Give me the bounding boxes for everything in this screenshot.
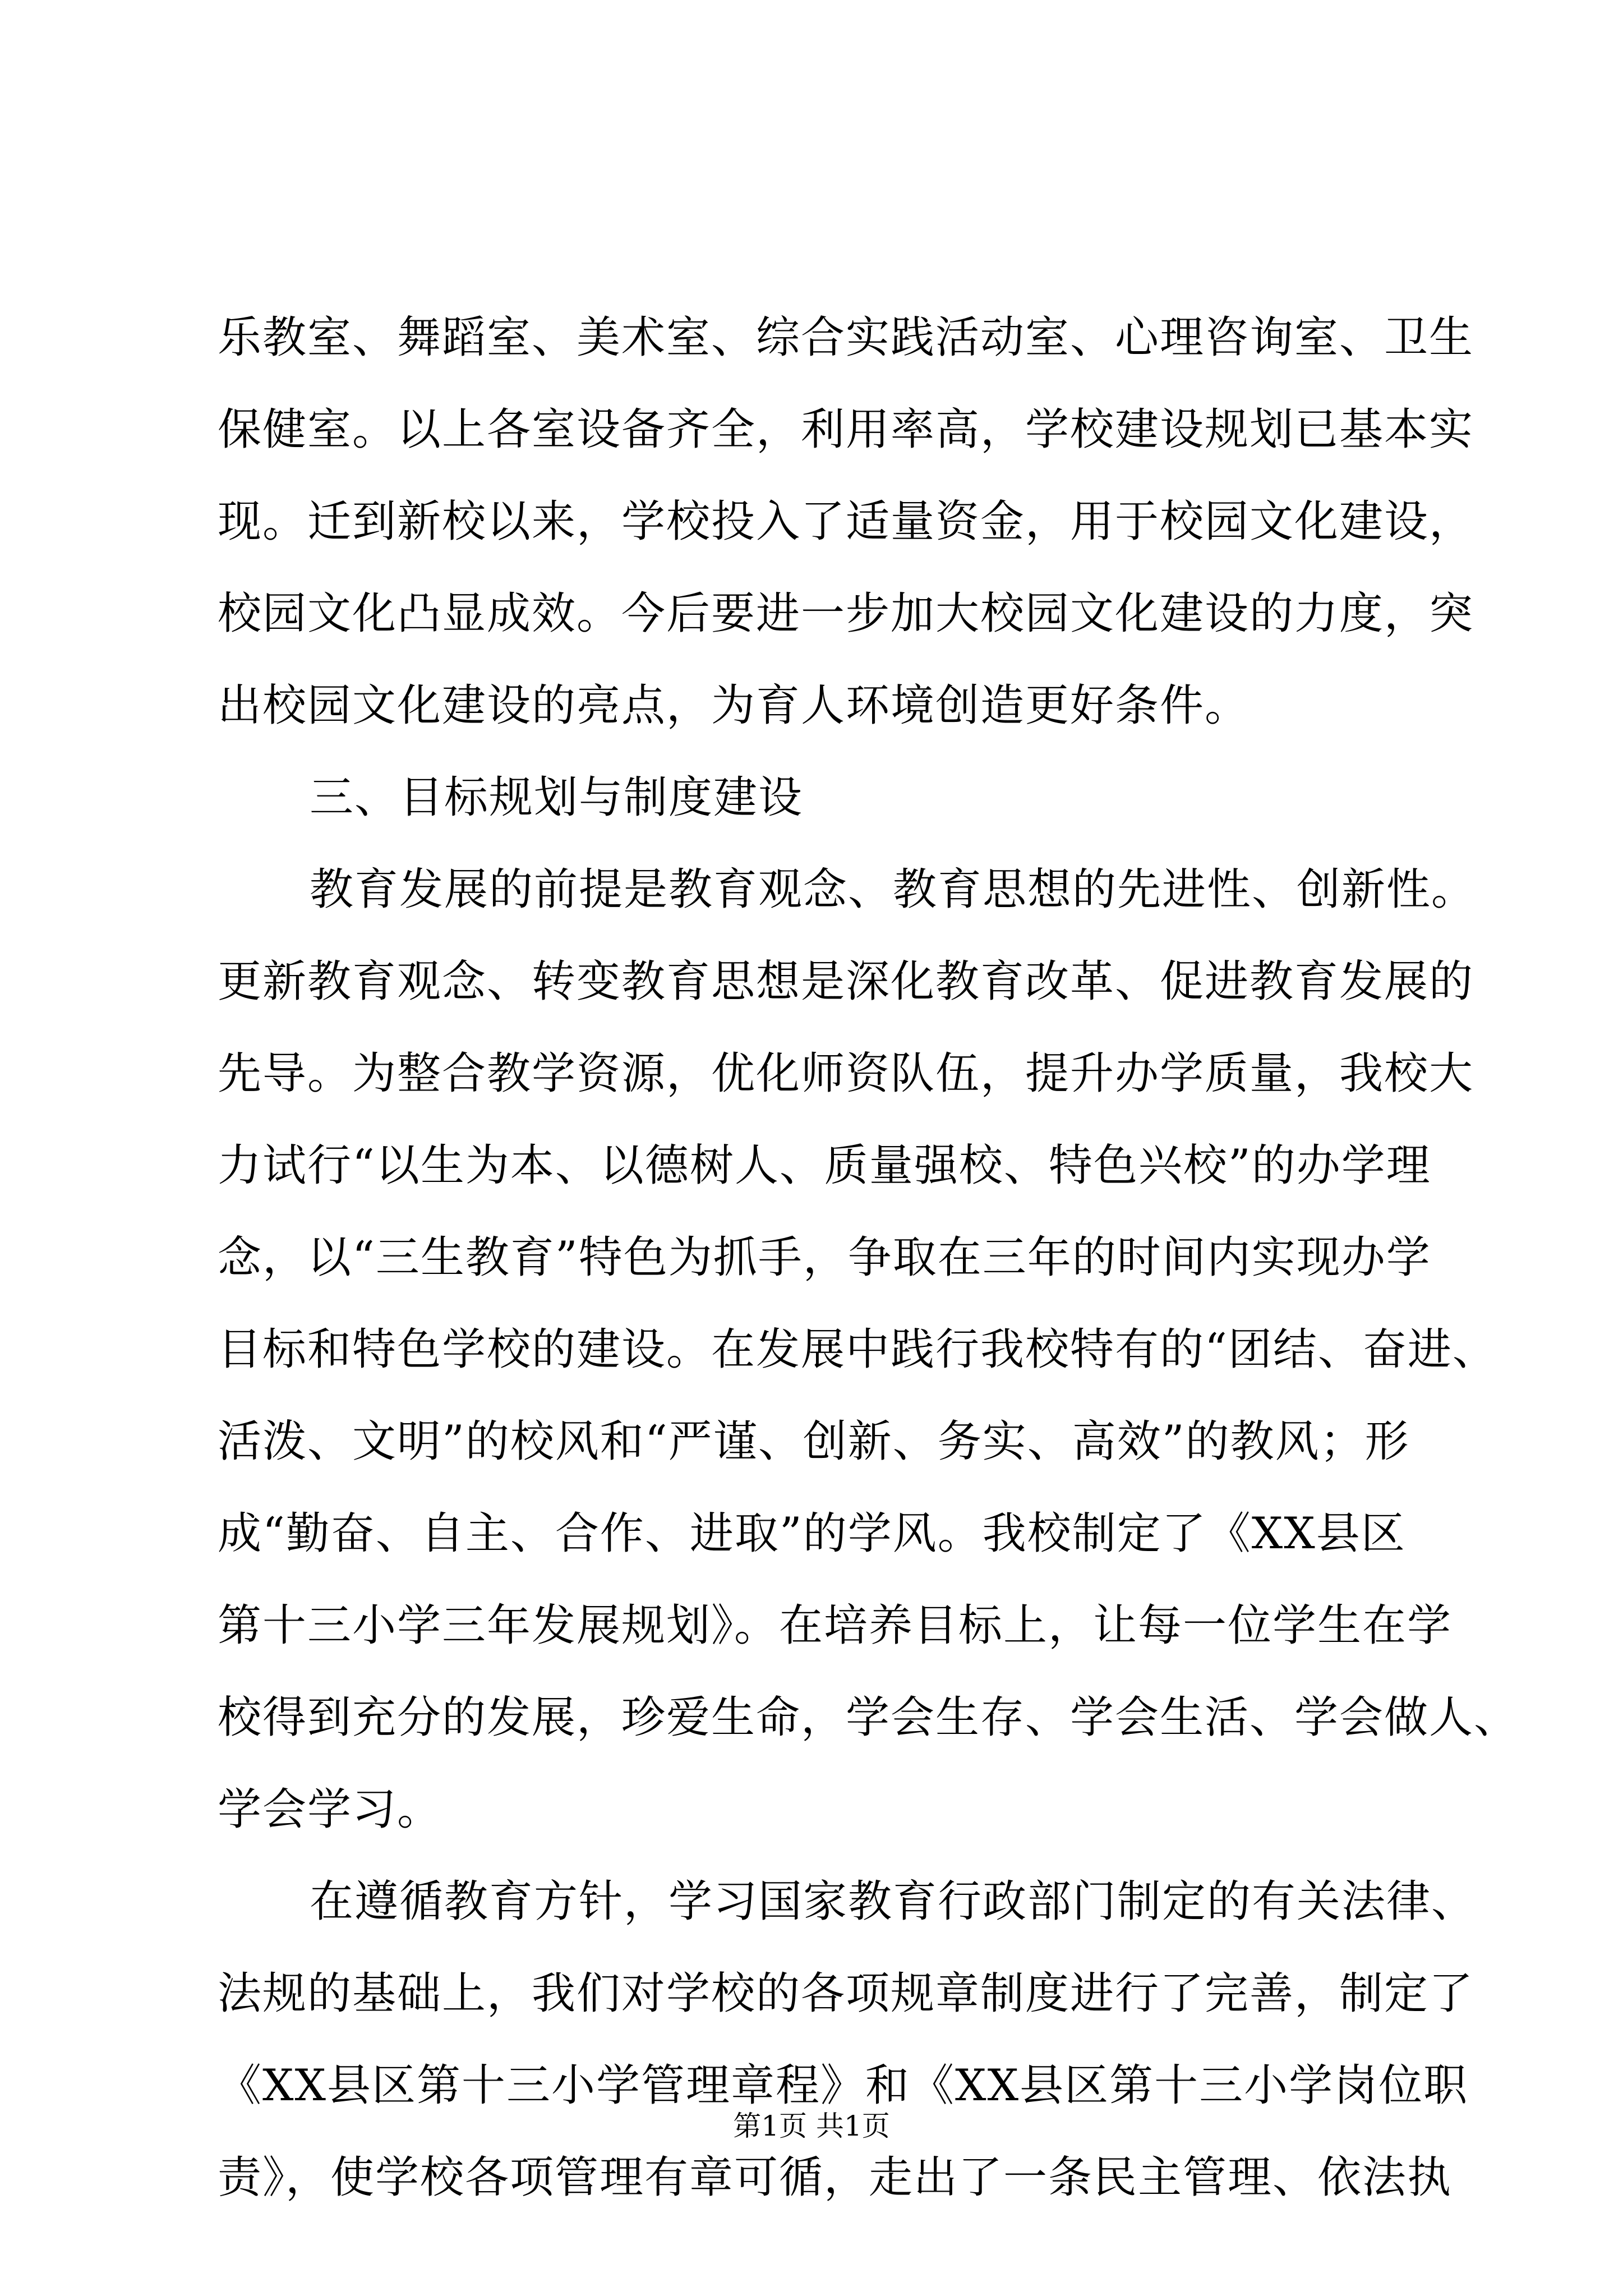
text-line: 目标和特色学校的建设。在发展中践行我校特有的“团结、奋进、 (218, 1324, 1497, 1375)
document-body (218, 292, 1519, 2224)
text-line: 《XX县区第十三小学管理章程》和《XX县区第十三小学岗位职 (218, 2060, 1469, 2111)
text-line: 乐教室、舞蹈室、美术室、综合实践活动室、心理咨询室、卫生 (218, 312, 1474, 363)
page-number: 第1页 共1页 (733, 2110, 890, 2142)
text-line: 第十三小学三年发展规划》。在培养目标上，让每一位学生在学 (218, 1600, 1453, 1651)
text-line: 先导。为整合教学资源，优化师资队伍，提升办学质量，我校大 (218, 1048, 1474, 1099)
text-line: 校园文化凸显成效。今后要进一步加大校园文化建设的力度，突 (218, 588, 1474, 639)
page-footer (0, 2106, 1623, 2146)
text-line: 教育发展的前提是教育观念、教育思想的先进性、创新性。 (310, 864, 1477, 915)
text-line: 责》，使学校各项管理有章可循，走出了一条民主管理、依法执 (218, 2152, 1453, 2203)
text-line: 成“勤奋、自主、合作、进取”的学风。我校制定了《XX县区 (218, 1508, 1406, 1559)
text-line: 更新教育观念、转变教育思想是深化教育改革、促进教育发展的 (218, 956, 1474, 1007)
text-line: 校得到充分的发展，珍爱生命，学会生存、学会生活、学会做人、 (218, 1692, 1519, 1743)
text-line: 现。迁到新校以来，学校投入了适量资金，用于校园文化建设， (218, 496, 1474, 547)
text-line: 力试行“以生为本、以德树人、质量强校、特色兴校”的办学理 (218, 1140, 1431, 1191)
text-line: 在遵循教育方针，学习国家教育行政部门制定的有关法律、 (310, 1876, 1477, 1927)
text-line: 出校园文化建设的亮点，为育人环境创造更好条件。 (218, 680, 1250, 731)
text-line: 保健室。以上各室设备齐全，利用率高，学校建设规划已基本实 (218, 404, 1474, 455)
section-heading: 三、目标规划与制度建设 (310, 772, 804, 823)
text-line: 活泼、文明”的校风和“严谨、创新、务实、高效”的教风；形 (218, 1416, 1410, 1467)
text-line: 法规的基础上，我们对学校的各项规章制度进行了完善，制定了 (218, 1968, 1474, 2019)
text-line: 学会学习。 (218, 1784, 442, 1835)
text-line: 念，以“三生教育”特色为抓手，争取在三年的时间内实现办学 (218, 1232, 1431, 1283)
